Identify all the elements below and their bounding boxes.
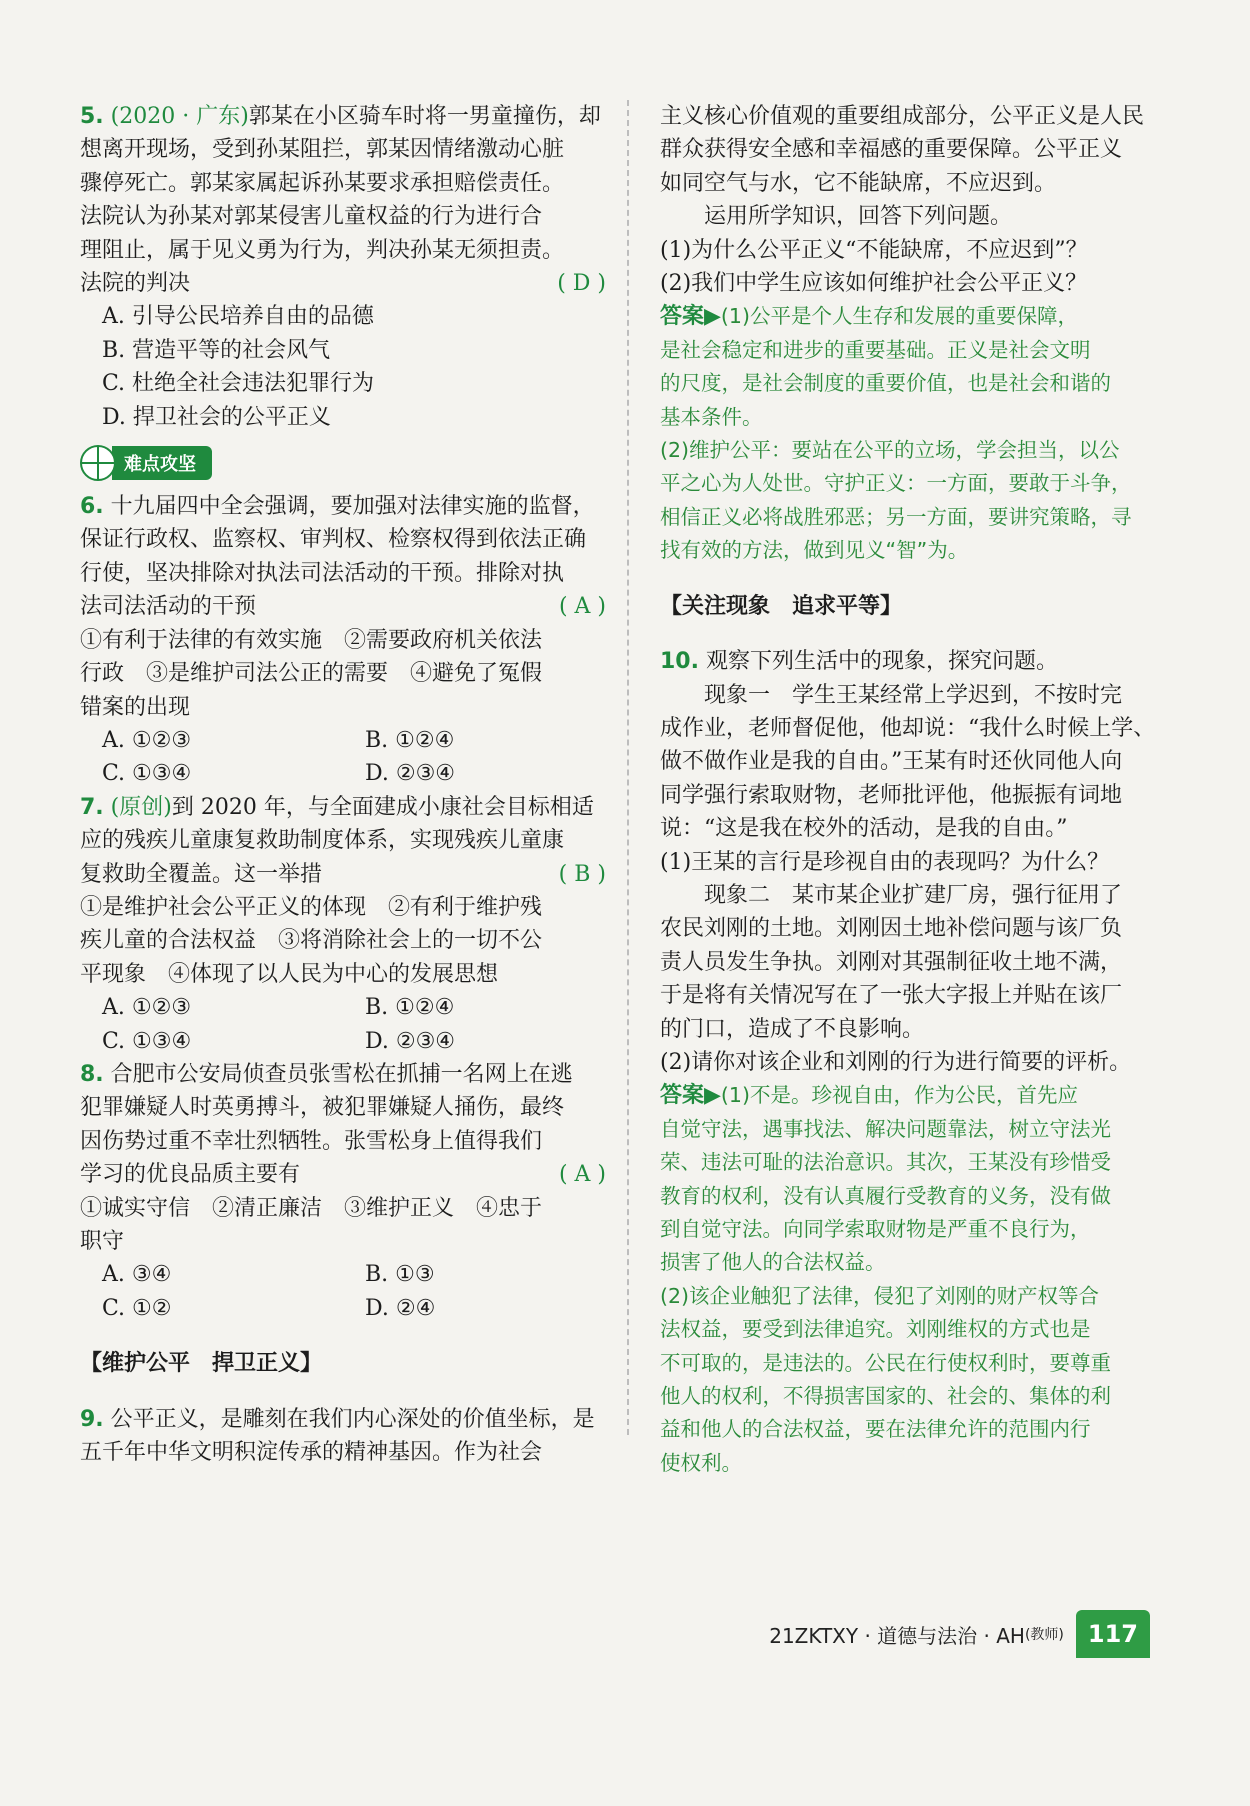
option-c: C. 杜绝全社会违法犯罪行为 (102, 371, 375, 397)
left-column (80, 100, 606, 1469)
question-number: 10. (660, 649, 699, 675)
question-text: 想离开现场，受到孙某阻拦，郭某因情绪激动心脏 (80, 137, 565, 163)
option-d: D. ②③④ (365, 761, 456, 787)
statement-text: 职守 (80, 1229, 125, 1254)
answer-text: 的尺度，是社会制度的重要价值，也是社会和谐的 (660, 371, 1111, 396)
answer-text: 到自觉守法。向同学索取财物是严重不良行为， (660, 1217, 1091, 1241)
question-5 (80, 100, 606, 434)
question-number: 9. (80, 1406, 104, 1432)
answer-block-9 (660, 300, 1158, 567)
answer-text: 是社会稳定和进步的重要基础。正义是社会文明 (660, 337, 1091, 362)
badge-label: 难点攻坚 (112, 446, 212, 480)
answer-text: (1)不是。珍视自由，作为公民，首先应 (720, 1083, 1078, 1108)
question-number: 8. (80, 1061, 104, 1087)
sub-question-2: (2)请你对该企业和刘刚的行为进行简要的评析。 (660, 1049, 1132, 1075)
section-badge (80, 444, 212, 482)
option-a: A. ①②③ (102, 995, 192, 1021)
answer-text: 基本条件。 (660, 404, 763, 429)
scenario-text: 责人员发生争执。刘刚对其强制征收土地不满， (660, 949, 1123, 975)
question-prompt: 运用所学知识，回答下列问题。 (704, 204, 1013, 230)
statement-text: 行政 ③是维护司法公正的需要 ④避免了冤假 (80, 661, 543, 687)
option-b: B. ①②④ (365, 995, 455, 1021)
option-b: B. ①②④ (365, 727, 455, 753)
answer-text: (2)该企业触犯了法律，侵犯了刘刚的财产权等合 (660, 1283, 1100, 1308)
answer-text: 法权益，要受到法律追究。刘刚维权的方式也是 (660, 1317, 1091, 1342)
right-column (660, 100, 1158, 1480)
question-10 (660, 645, 1158, 1480)
question-number: 5. (80, 104, 104, 129)
question-text: 因伤势过重不幸壮烈牺牲。张雪松身上值得我们 (80, 1128, 543, 1154)
column-divider (627, 100, 629, 1435)
answer-label: 答案▶ (660, 1083, 721, 1109)
statement-text: 错案的出现 (80, 694, 191, 720)
question-source: (原创) (110, 794, 172, 820)
scenario-text: 成作业，老师督促他，他却说：“我什么时候上学、 (660, 715, 1156, 741)
question-9 (80, 1403, 606, 1470)
answer-text: 他人的权利，不得损害国家的、社会的、集体的利 (660, 1384, 1111, 1409)
question-text: 十九届四中全会强调，要加强对法律实施的监督， (110, 494, 595, 520)
answer-text: 相信正义必将战胜邪恶；另一方面，要讲究策略，寻 (660, 504, 1132, 529)
scenario-text: 现象一 学生王某经常上学迟到，不按时完 (704, 682, 1123, 708)
sub-question-1: (1)为什么公平正义“不能缺席，不应迟到”？ (660, 237, 1088, 263)
option-c: C. ①③④ (102, 1028, 192, 1054)
option-b: B. 营造平等的社会风气 (102, 337, 331, 363)
answer-text: 教育的权利，没有认真履行受教育的义务，没有做 (660, 1183, 1111, 1208)
question-text: 法司法活动的干预 (80, 594, 257, 620)
scenario-text: 说：“这是我在校外的活动，是我的自由。” (660, 816, 1068, 842)
statement-text: 平现象 ④体现了以人民为中心的发展思想 (80, 961, 499, 987)
statement-text: ①诚实守信 ②清正廉洁 ③维护正义 ④忠于 (80, 1195, 543, 1221)
question-text: 五千年中华文明积淀传承的精神基因。作为社会 (80, 1440, 543, 1466)
page-number: 117 (1076, 1610, 1150, 1658)
question-number: 7. (80, 794, 104, 820)
statement-text: ①是维护社会公平正义的体现 ②有利于维护残 (80, 894, 543, 920)
option-a: A. 引导公民培养自由的品德 (102, 304, 374, 330)
option-d: D. ②④ (365, 1295, 436, 1321)
option-c: C. ①③④ (102, 761, 192, 787)
question-text: 复救助全覆盖。这一举措 (80, 861, 323, 887)
section-heading: 【关注现象 追求平等】 (660, 593, 903, 619)
answer-label: 答案▶ (660, 304, 721, 330)
scenario-text: 农民刘刚的土地。刘刚因土地补偿问题与该厂负 (660, 916, 1123, 942)
question-text: 法院认为孙某对郭某侵害儿童权益的行为进行合 (80, 204, 543, 230)
question-text: 犯罪嫌疑人时英勇搏斗，被犯罪嫌疑人捅伤，最终 (80, 1095, 565, 1121)
question-text: 群众获得安全感和幸福感的重要保障。公平正义 (660, 137, 1123, 163)
crosshair-icon (80, 445, 116, 481)
question-text: 行使，坚决排除对执法司法活动的干预。排除对执 (80, 560, 565, 586)
question-source: (2020 · 广东) (110, 104, 249, 129)
answer-text: 损害了他人的合法权益。 (660, 1250, 886, 1275)
question-text: 法院的判决 (80, 271, 191, 297)
question-text: 公平正义，是雕刻在我们内心深处的价值坐标，是 (110, 1406, 595, 1432)
answer-text: (2)维护公平：要站在公平的立场，学会担当，以公 (660, 438, 1120, 463)
answer-text: 荣、违法可耻的法治意识。其次，王某没有珍惜受 (660, 1150, 1111, 1175)
answer-choice: ( B ) (558, 861, 606, 887)
question-text: 学习的优良品质主要有 (80, 1162, 301, 1188)
question-text: 主义核心价值观的重要组成部分，公平正义是人民 (660, 104, 1145, 129)
option-d: D. 捍卫社会的公平正义 (102, 404, 331, 430)
answer-text: 益和他人的合法权益，要在法律允许的范围内行 (660, 1417, 1091, 1442)
answer-text: 找有效的方法，做到见义“智”为。 (660, 538, 969, 563)
question-text: 合肥市公安局侦查员张雪松在抓捕一名网上在逃 (110, 1061, 573, 1087)
question-text: 理阻止，属于见义勇为行为，判决孙某无须担责。 (80, 237, 565, 263)
sub-question-2: (2)我们中学生应该如何维护社会公平正义？ (660, 271, 1088, 297)
scenario-text: 做不做作业是我的自由。”王某有时还伙同他人向 (660, 749, 1123, 775)
option-c: C. ①② (102, 1295, 172, 1321)
scenario-text: 现象二 某市某企业扩建厂房，强行征用了 (704, 882, 1123, 908)
answer-choice: ( A ) (558, 594, 606, 620)
question-text: 保证行政权、监察权、审判权、检察权得到依法正确 (80, 527, 587, 553)
question-text: 到 2020 年，与全面建成小康社会目标相适 (171, 794, 594, 820)
sub-question-1: (1)王某的言行是珍视自由的表现吗？为什么？ (660, 849, 1110, 875)
book-code: 21ZKTXY · 道德与法治 · AH (769, 1623, 1025, 1648)
question-6 (80, 490, 606, 791)
question-text: 骤停死亡。郭某家属起诉孙某要求承担赔偿责任。 (80, 170, 565, 196)
page-footer (769, 1610, 1150, 1658)
section-heading: 【维护公平 捍卫正义】 (80, 1351, 323, 1377)
answer-choice: ( A ) (558, 1162, 606, 1188)
question-text: 郭某在小区骑车时将一男童撞伤，却 (248, 104, 601, 129)
question-text: 观察下列生活中的现象，探究问题。 (705, 649, 1058, 675)
option-b: B. ①③ (365, 1262, 435, 1288)
option-a: A. ①②③ (102, 727, 192, 753)
option-d: D. ②③④ (365, 1028, 456, 1054)
statement-text: ①有利于法律的有效实施 ②需要政府机关依法 (80, 627, 543, 653)
question-text: 如同空气与水，它不能缺席，不应迟到。 (660, 170, 1057, 196)
answer-text: 平之心为人处世。守护正义：一方面，要敢于斗争， (660, 471, 1132, 496)
option-a: A. ③④ (102, 1262, 172, 1288)
question-7 (80, 791, 606, 1058)
edition-tag: (教师) (1024, 1627, 1064, 1643)
answer-choice: ( D ) (557, 271, 606, 297)
question-number: 6. (80, 494, 104, 520)
answer-text: 不可取的，是违法的。公民在行使权利时，要尊重 (660, 1350, 1111, 1375)
scenario-text: 于是将有关情况写在了一张大字报上并贴在该厂 (660, 983, 1123, 1009)
statement-text: 疾儿童的合法权益 ③将消除社会上的一切不公 (80, 928, 543, 954)
question-text: 应的残疾儿童康复救助制度体系，实现残疾儿童康 (80, 828, 565, 854)
scenario-text: 同学强行索取财物，老师批评他，他振振有词地 (660, 782, 1123, 808)
question-8 (80, 1058, 606, 1325)
scenario-text: 的门口，造成了不良影响。 (660, 1016, 925, 1042)
answer-text: 自觉守法，遇事找法、解决问题靠法，树立守法光 (660, 1116, 1111, 1141)
answer-text: 使权利。 (660, 1450, 742, 1475)
answer-text: (1)公平是个人生存和发展的重要保障， (720, 304, 1078, 329)
